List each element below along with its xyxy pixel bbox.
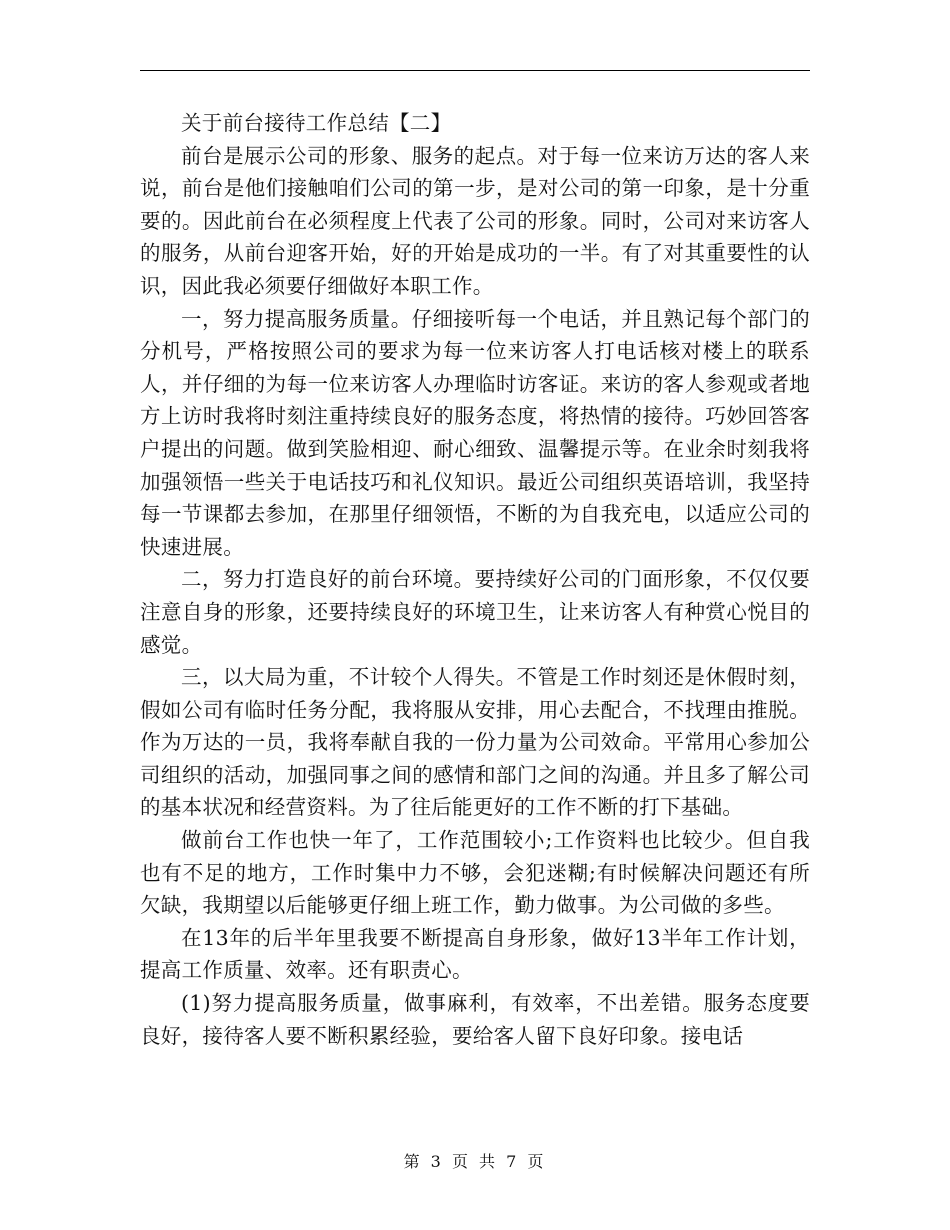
document-body — [140, 107, 810, 1052]
paragraph-point-3: 三，以大局为重，不计较个人得失。不管是工作时刻还是休假时刻，假如公司有临时任务分配，我将服从安排，用心去配合，不找理由推脱。作为万达的一员，我将奉献自我的一份力量为公司效命。平常用心参加公司组织的活动，加强同事之间的感情和部门之间的沟通。并且多了解公司的基本状况和经营资料。为了往后能更好的工作不断的打下基础。 — [140, 665, 810, 820]
document-title: 关于前台接待工作总结【二】 — [181, 111, 452, 135]
header-rule — [140, 70, 810, 71]
paragraph-plan-item-1: (1)努力提高服务质量，做事麻利，有效率，不出差错。服务态度要良好，接待客人要不断积累经验，要给客人留下良好印象。接电话 — [140, 991, 810, 1048]
paragraph-intro: 前台是展示公司的形象、服务的起点。对于每一位来访万达的客人来说，前台是他们接触咱们公司的第一步，是对公司的第一印象，是十分重要的。因此前台在必须程度上代表了公司的形象。同时，公司对来访客人的服务，从前台迎客开始，好的开始是成功的一半。有了对其重要性的认识，因此我必须要仔细做好本职工作。 — [140, 143, 810, 298]
paragraph-point-2: 二，努力打造良好的前台环境。要持续好公司的门面形象，不仅仅要注意自身的形象，还要持续良好的环境卫生，让来访客人有种赏心悦目的感觉。 — [140, 567, 810, 657]
paragraph-point-1: 一，努力提高服务质量。仔细接听每一个电话，并且熟记每个部门的分机号，严格按照公司的要求为每一位来访客人打电话核对楼上的联系人，并仔细的为每一位来访客人办理临时访客证。来访的客人参观或者地方上访时我将时刻注重持续良好的服务态度，将热情的接待。巧妙回答客户提出的问题。做到笑脸相迎、耐心细致、温馨提示等。在业余时刻我将加强领悟一些关于电话技巧和礼仪知识。最近公司组织英语培训，我坚持每一节课都去参加，在那里仔细领悟，不断的为自我充电，以适应公司的快速进展。 — [140, 306, 810, 559]
paragraph-plan: 在13年的后半年里我要不断提高自身形象，做好13半年工作计划，提高工作质量、效率。还有职责心。 — [140, 925, 810, 983]
paragraph-self-review: 做前台工作也快一年了，工作范围较小;工作资料也比较少。但自我也有不足的地方，工作时集中力不够，会犯迷糊;有时候解决问题还有所欠缺，我期望以后能够更仔细上班工作，勤力做事。为公司做的多些。 — [140, 828, 810, 918]
page-number-footer: 第 3 页 共 7 页 — [403, 1152, 547, 1171]
